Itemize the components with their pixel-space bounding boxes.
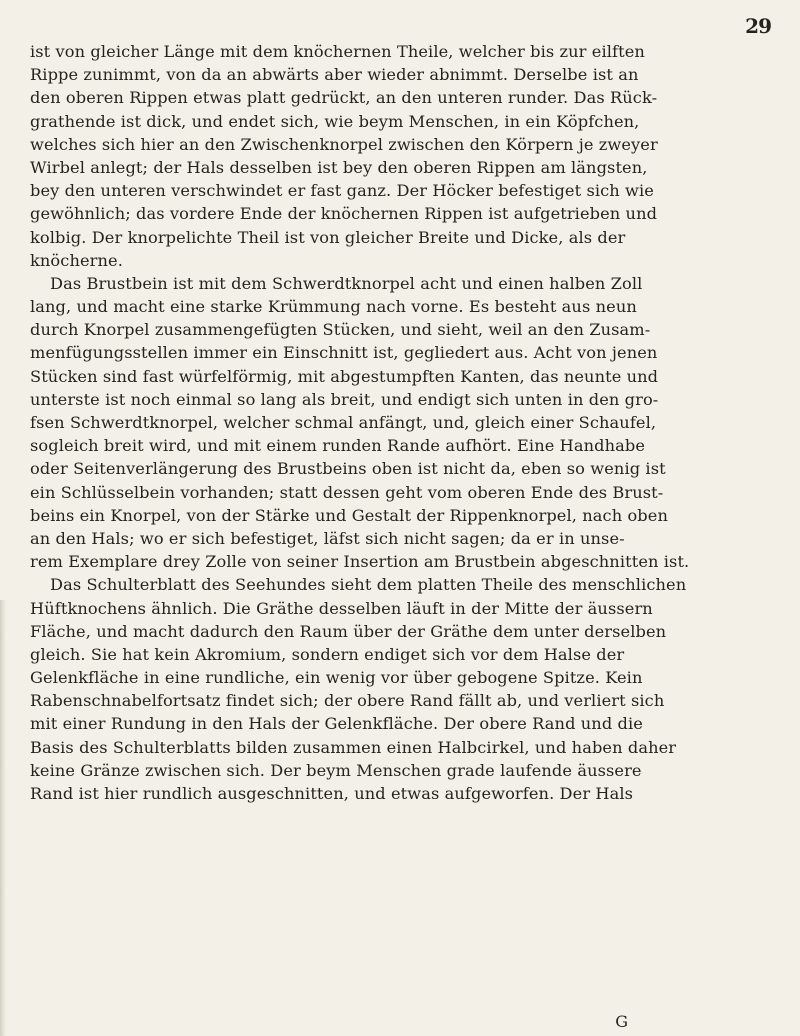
text-line: Basis des Schulterblatts bilden zusammen einen Halbcirkel, und haben daher <box>30 737 677 757</box>
page-number: 29 <box>745 14 771 38</box>
text-line: Rand ist hier rundlich ausgeschnitten, und etwas aufgeworfen. Der Hals <box>30 784 634 803</box>
text-line: sogleich breit wird, und mit einem runden Rande aufhört. Eine Handhabe <box>30 436 646 456</box>
text-line: ein Schlüsselbein vorhanden; statt dessen geht vom oberen Ende des Brust- <box>30 482 664 502</box>
text-line: Fläche, und macht dadurch den Raum über der Gräthe dem unter derselben <box>30 621 667 641</box>
text-line: fsen Schwerdtknorpel, welcher schmal anfängt, und, gleich einer Schaufel, <box>30 413 657 432</box>
text-line: keine Gränze zwischen sich. Der beym Menschen grade laufende äussere <box>30 760 642 780</box>
text-line: gewöhnlich; das vordere Ende der knöchernen Rippen ist aufgetrieben und <box>30 204 658 224</box>
text-line: bey den unteren verschwindet er fast ganz. Der Höcker befestiget sich wie <box>30 181 654 201</box>
text-line: ist von gleicher Länge mit dem knöchernen Theile, welcher bis zur eilften <box>30 42 645 61</box>
text-line: mit einer Rundung in den Hals der Gelenkfläche. Der obere Rand und die <box>30 714 643 734</box>
text-line: an den Hals; wo er sich befestiget, läfst sich nicht sagen; da er in unse- <box>30 528 625 548</box>
text-line: unterste ist noch einmal so lang als breit, und endigt sich unten in den gro- <box>30 389 659 409</box>
text-line: durch Knorpel zusammengefügten Stücken, und sieht, weil an den Zusam- <box>30 320 651 340</box>
text-line: grathende ist dick, und endet sich, wie beym Menschen, in ein Köpfchen, <box>30 111 640 131</box>
text-line: Das Brustbein ist mit dem Schwerdtknorpel acht und einen halben Zoll <box>50 273 643 293</box>
text-line: rem Exemplare drey Zolle von seiner Insertion am Brustbein abgeschnitten ist. <box>30 552 690 572</box>
text-line: den oberen Rippen etwas platt gedrückt, an den unteren runder. Das Rück- <box>30 88 658 108</box>
text-line: Stücken sind fast würfelförmig, mit abgestumpften Kanten, das neunte und <box>30 366 659 386</box>
page-edge-shadow <box>0 600 6 1036</box>
text-line: kolbig. Der knorpelichte Theil ist von gleicher Breite und Dicke, als der <box>30 227 626 247</box>
text-line: beins ein Knorpel, von der Stärke und Gestalt der Rippenknorpel, nach oben <box>30 505 668 525</box>
signature-mark: G <box>615 1012 628 1031</box>
body-text <box>30 40 775 805</box>
text-line: Wirbel anlegt; der Hals desselben ist bey den oberen Rippen am längsten, <box>30 157 648 177</box>
text-line: Gelenkfläche in eine rundliche, ein wenig vor über gebogene Spitze. Kein <box>30 668 643 688</box>
text-line: knöcherne. <box>30 250 123 270</box>
text-line: lang, und macht eine starke Krümmung nach vorne. Es besteht aus neun <box>30 297 637 317</box>
text-line: Rippe zunimmt, von da an abwärts aber wieder abnimmt. Derselbe ist an <box>30 65 639 85</box>
text-line: welches sich hier an den Zwischenknorpel zwischen den Körpern je zweyer <box>30 134 658 154</box>
text-line: Rabenschnabelfortsatz findet sich; der obere Rand fällt ab, und verliert sich <box>30 691 665 711</box>
text-line: Das Schulterblatt des Seehundes sieht dem platten Theile des menschlichen <box>50 575 687 595</box>
text-line: Hüftknochens ähnlich. Die Gräthe desselben läuft in der Mitte der äussern <box>30 598 653 618</box>
text-line: gleich. Sie hat kein Akromium, sondern endiget sich vor dem Halse der <box>30 644 625 664</box>
text-line: menfügungsstellen immer ein Einschnitt ist, gegliedert aus. Acht von jenen <box>30 343 658 363</box>
text-line: oder Seitenverlängerung des Brustbeins oben ist nicht da, eben so wenig ist <box>30 459 666 479</box>
